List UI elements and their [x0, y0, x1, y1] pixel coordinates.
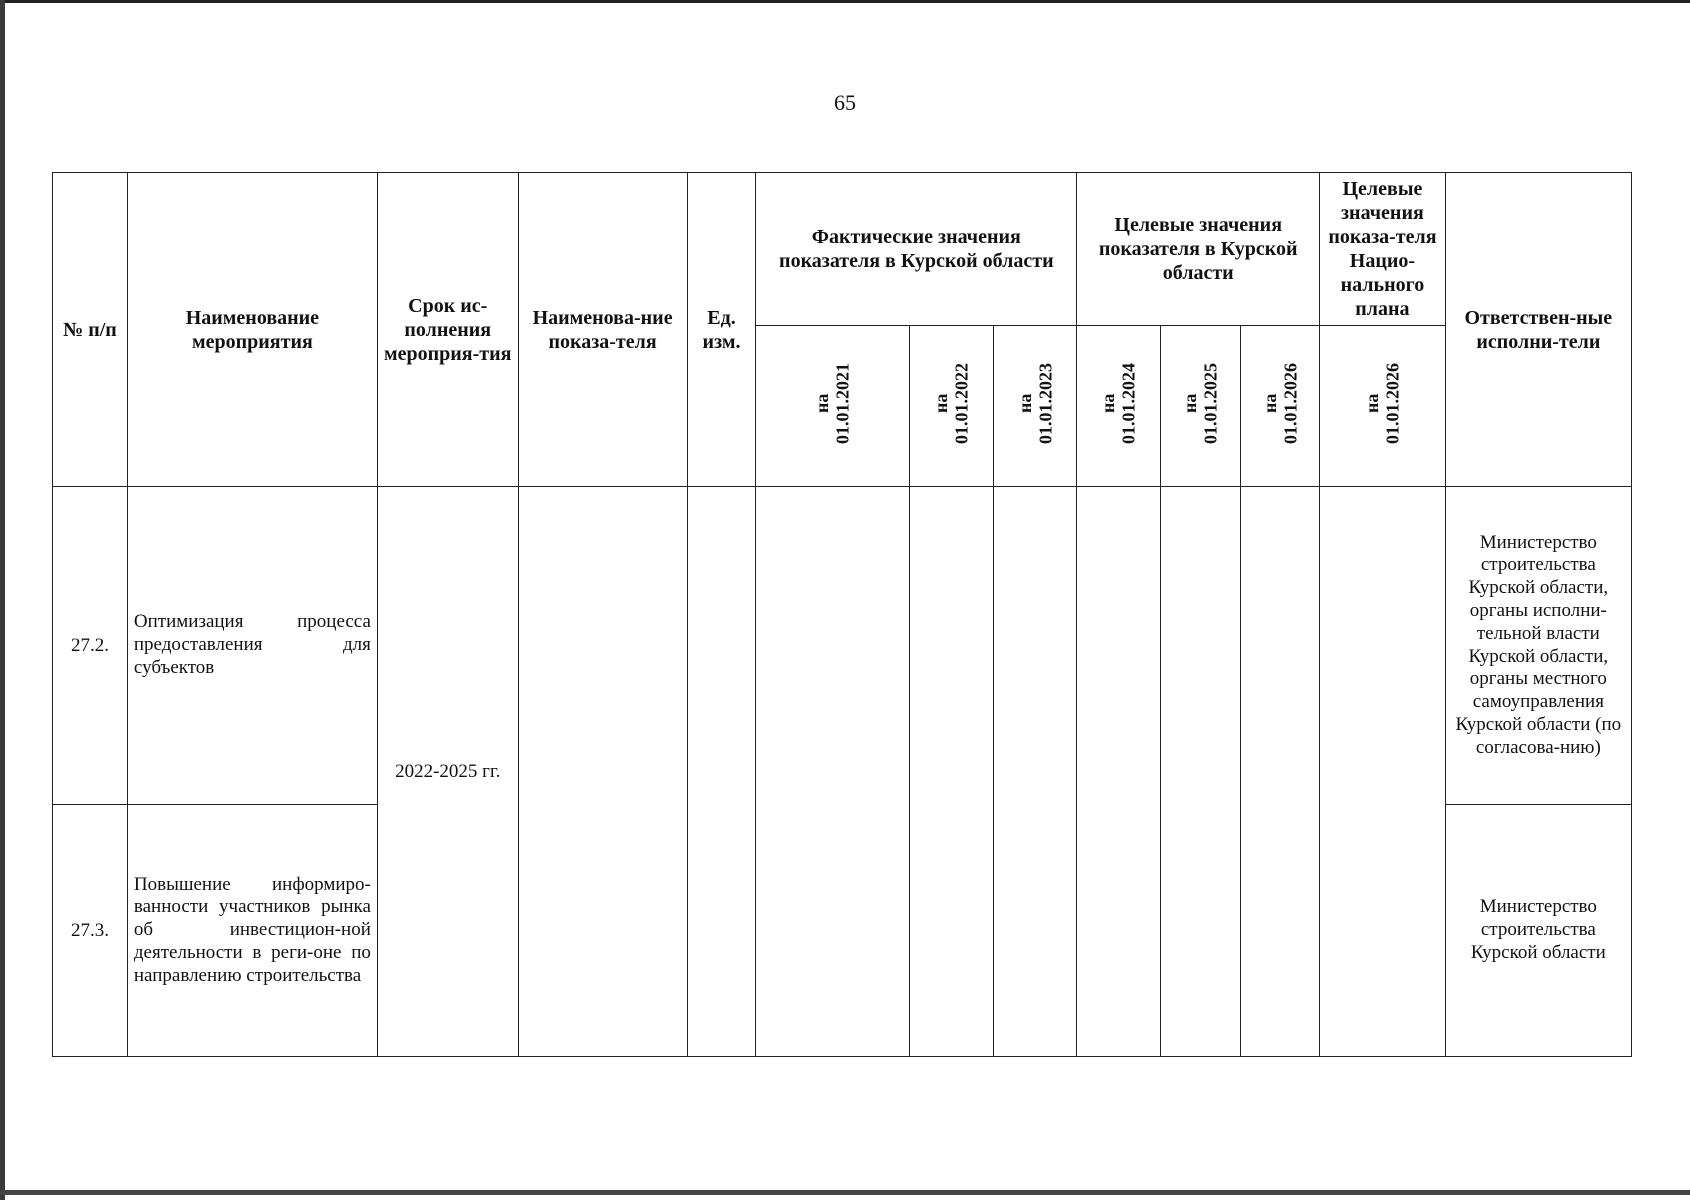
value-cell-actual-2022 [910, 487, 994, 1057]
header-num: № п/п [53, 173, 128, 487]
header-responsible: Ответствен-ные исполни-тели [1445, 173, 1631, 487]
header-date-actual-2023 [994, 326, 1077, 487]
row-number: 27.2. [53, 487, 128, 805]
header-date-target-2026 [1241, 326, 1320, 487]
value-cell-target-2025 [1161, 487, 1241, 1057]
header-national-values: Целевые значения показа-теля Нацио-нального плана [1320, 173, 1446, 326]
header-row-top [53, 173, 1632, 326]
date-label: на 01.01.2026 [1259, 362, 1301, 444]
header-indicator-name: Наименова-ние показа-теля [518, 173, 687, 487]
period-cell: 2022-2025 гг. [377, 487, 518, 1057]
value-cell-target-2024 [1077, 487, 1161, 1057]
date-label: на 01.01.2024 [1098, 362, 1139, 444]
value-cell-national-2026 [1320, 487, 1446, 1057]
date-label: на 01.01.2025 [1180, 362, 1221, 444]
date-label: на 01.01.2026 [1361, 362, 1403, 444]
value-cell-actual-2023 [994, 487, 1077, 1057]
page-number: 65 [834, 90, 856, 115]
header-deadline: Срок ис-полнения мероприя-тия [377, 173, 518, 487]
header-event-name: Наименование мероприятия [127, 173, 377, 487]
value-cell-actual-2021 [756, 487, 910, 1057]
scan-edge-bottom [0, 1190, 1690, 1195]
header-unit: Ед. изм. [687, 173, 756, 487]
scan-edge-left [0, 0, 5, 1200]
header-date-national-2026 [1320, 326, 1446, 487]
header-date-actual-2022 [910, 326, 994, 487]
value-cell-target-2026 [1241, 487, 1320, 1057]
indicator-name-cell [518, 487, 687, 1057]
event-name-cell: Оптимизация процесса предоставления для субъектов [127, 487, 377, 805]
header-target-values: Целевые значения показателя в Курской области [1077, 173, 1320, 326]
date-label: на 01.01.2023 [1014, 362, 1056, 444]
header-date-target-2025 [1161, 326, 1241, 487]
scan-edge-top [0, 0, 1690, 3]
table-row [53, 487, 1632, 805]
date-label: на 01.01.2021 [812, 362, 853, 444]
header-actual-values: Фактические значения показателя в Курской области [756, 173, 1077, 326]
event-name-cell: Повышение информиро-ванности участников рынка об инвестицион-ной деятельности в реги-оне по направлению строительства [127, 805, 377, 1057]
plan-table [52, 172, 1632, 1057]
responsible-cell: Министерство строительства Курской области, органы исполни-тельной власти Курской области, органы местного самоуправления Курской области (по согласова-нию) [1445, 487, 1631, 805]
header-date-target-2024 [1077, 326, 1161, 487]
date-label: на 01.01.2022 [931, 362, 972, 444]
responsible-cell: Министерство строительства Курской области [1445, 805, 1631, 1057]
unit-cell [687, 487, 756, 1057]
header-date-actual-2021 [756, 326, 910, 487]
row-number: 27.3. [53, 805, 128, 1057]
